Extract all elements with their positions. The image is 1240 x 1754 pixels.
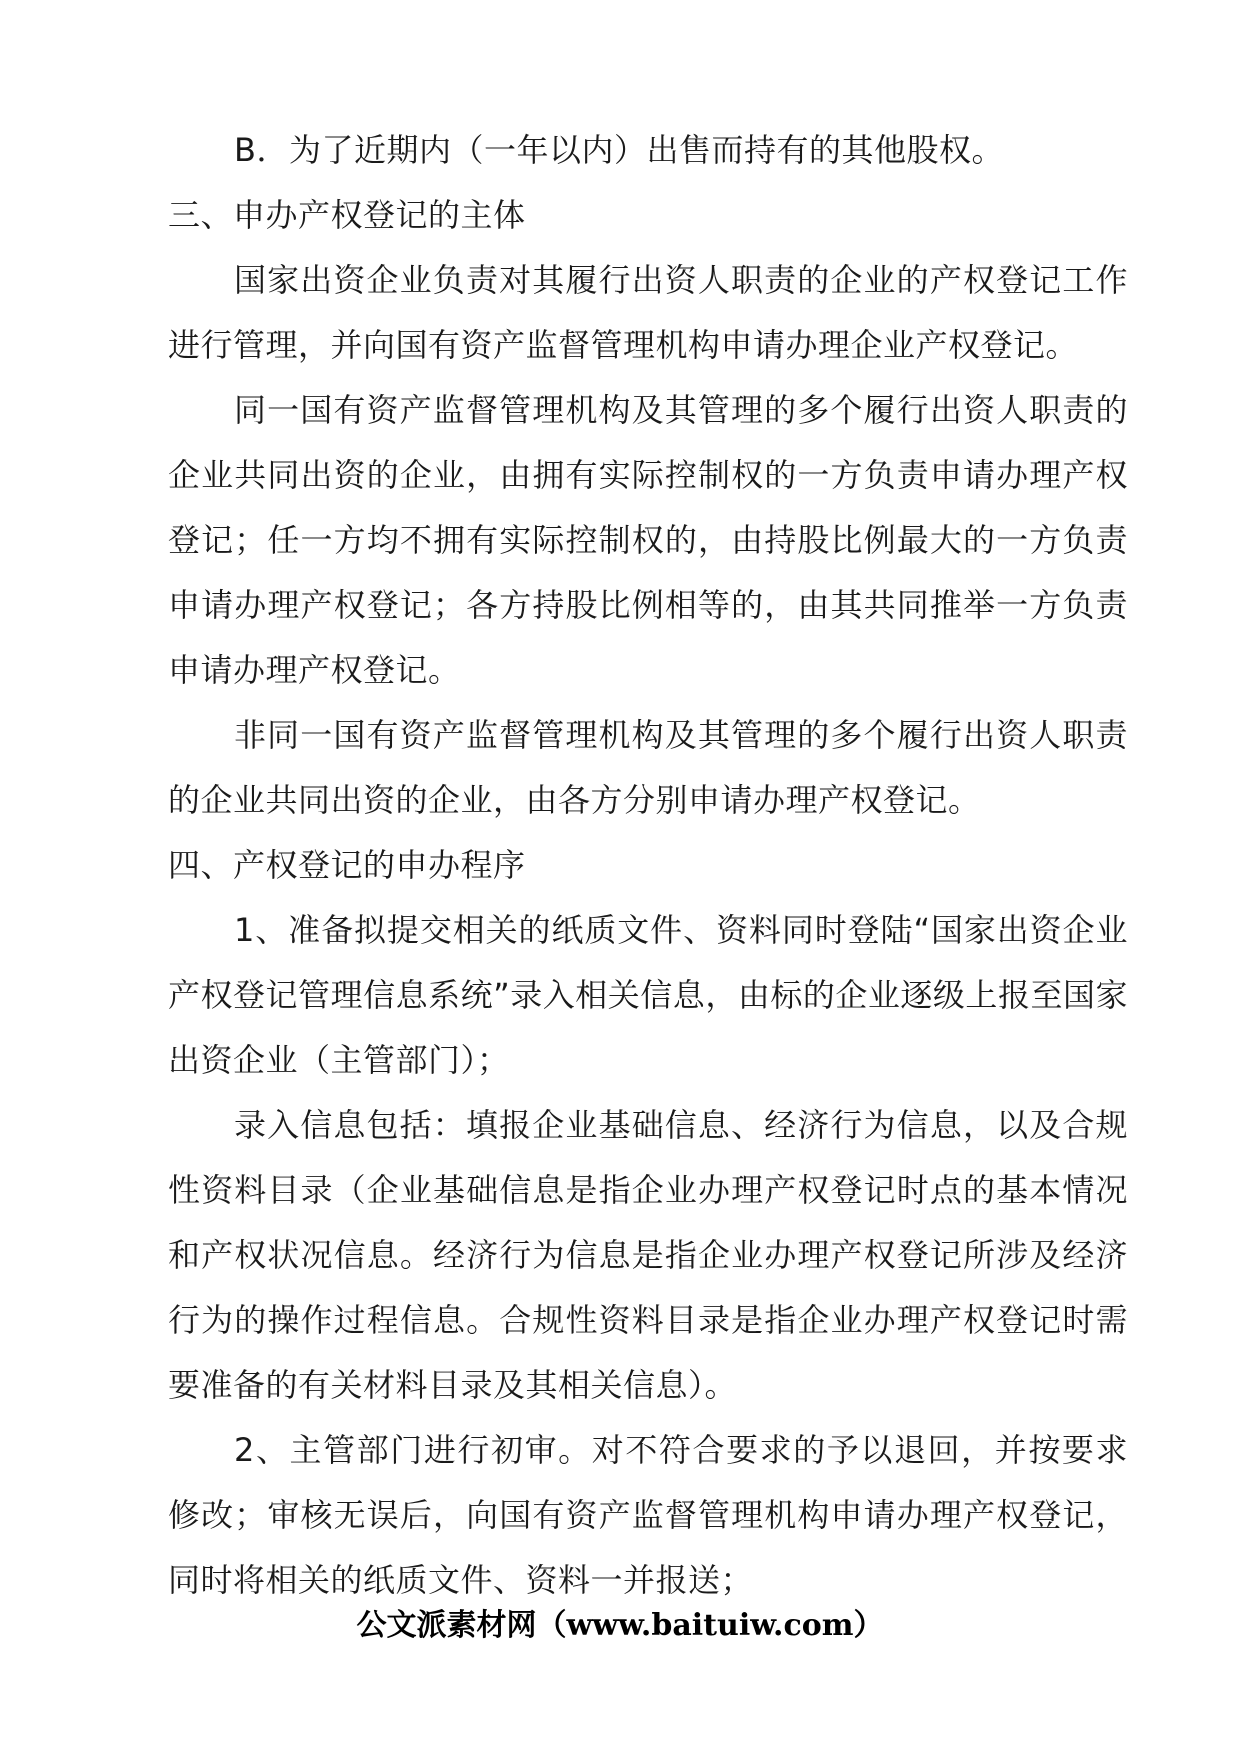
paragraph: 录入信息包括：填报企业基础信息、经济行为信息，以及合规性资料目录（企业基础信息是指企业办理产权登记时点的基本情况和产权状况信息。经济行为信息是指企业办理产权登记所涉及经济行为的操作过程信息。合规性资料目录是指企业办理产权登记时需要准备的有关材料目录及其相关信息）。 <box>168 1106 1128 1404</box>
paragraph: 2、主管部门进行初审。对不符合要求的予以退回，并按要求修改；审核无误后，向国有资产监督管理机构申请办理产权登记，同时将相关的纸质文件、资料一并报送； <box>168 1431 1128 1599</box>
paragraph: 同一国有资产监督管理机构及其管理的多个履行出资人职责的企业共同出资的企业，由拥有实际控制权的一方负责申请办理产权登记；任一方均不拥有实际控制权的，由持股比例最大的一方负责申请办理产权登记；各方持股比例相等的，由其共同推举一方负责申请办理产权登记。 <box>168 391 1128 689</box>
paragraph: 1、准备拟提交相关的纸质文件、资料同时登陆“国家出资企业产权登记管理信息系统”录入相关信息，由标的企业逐级上报至国家出资企业（主管部门）； <box>168 911 1128 1079</box>
document-body <box>168 118 1128 1613</box>
footer-watermark: 公文派素材网（www.baituiw.com） <box>356 1608 884 1643</box>
paragraph: 非同一国有资产监督管理机构及其管理的多个履行出资人职责的企业共同出资的企业，由各方分别申请办理产权登记。 <box>168 716 1128 819</box>
paragraph: B．为了近期内（一年以内）出售而持有的其他股权。 <box>234 131 1004 169</box>
section-heading-4: 四、产权登记的申办程序 <box>168 846 526 884</box>
section-heading-3: 三、申办产权登记的主体 <box>168 196 526 234</box>
paragraph: 国家出资企业负责对其履行出资人职责的企业的产权登记工作进行管理，并向国有资产监督管理机构申请办理企业产权登记。 <box>168 261 1128 364</box>
